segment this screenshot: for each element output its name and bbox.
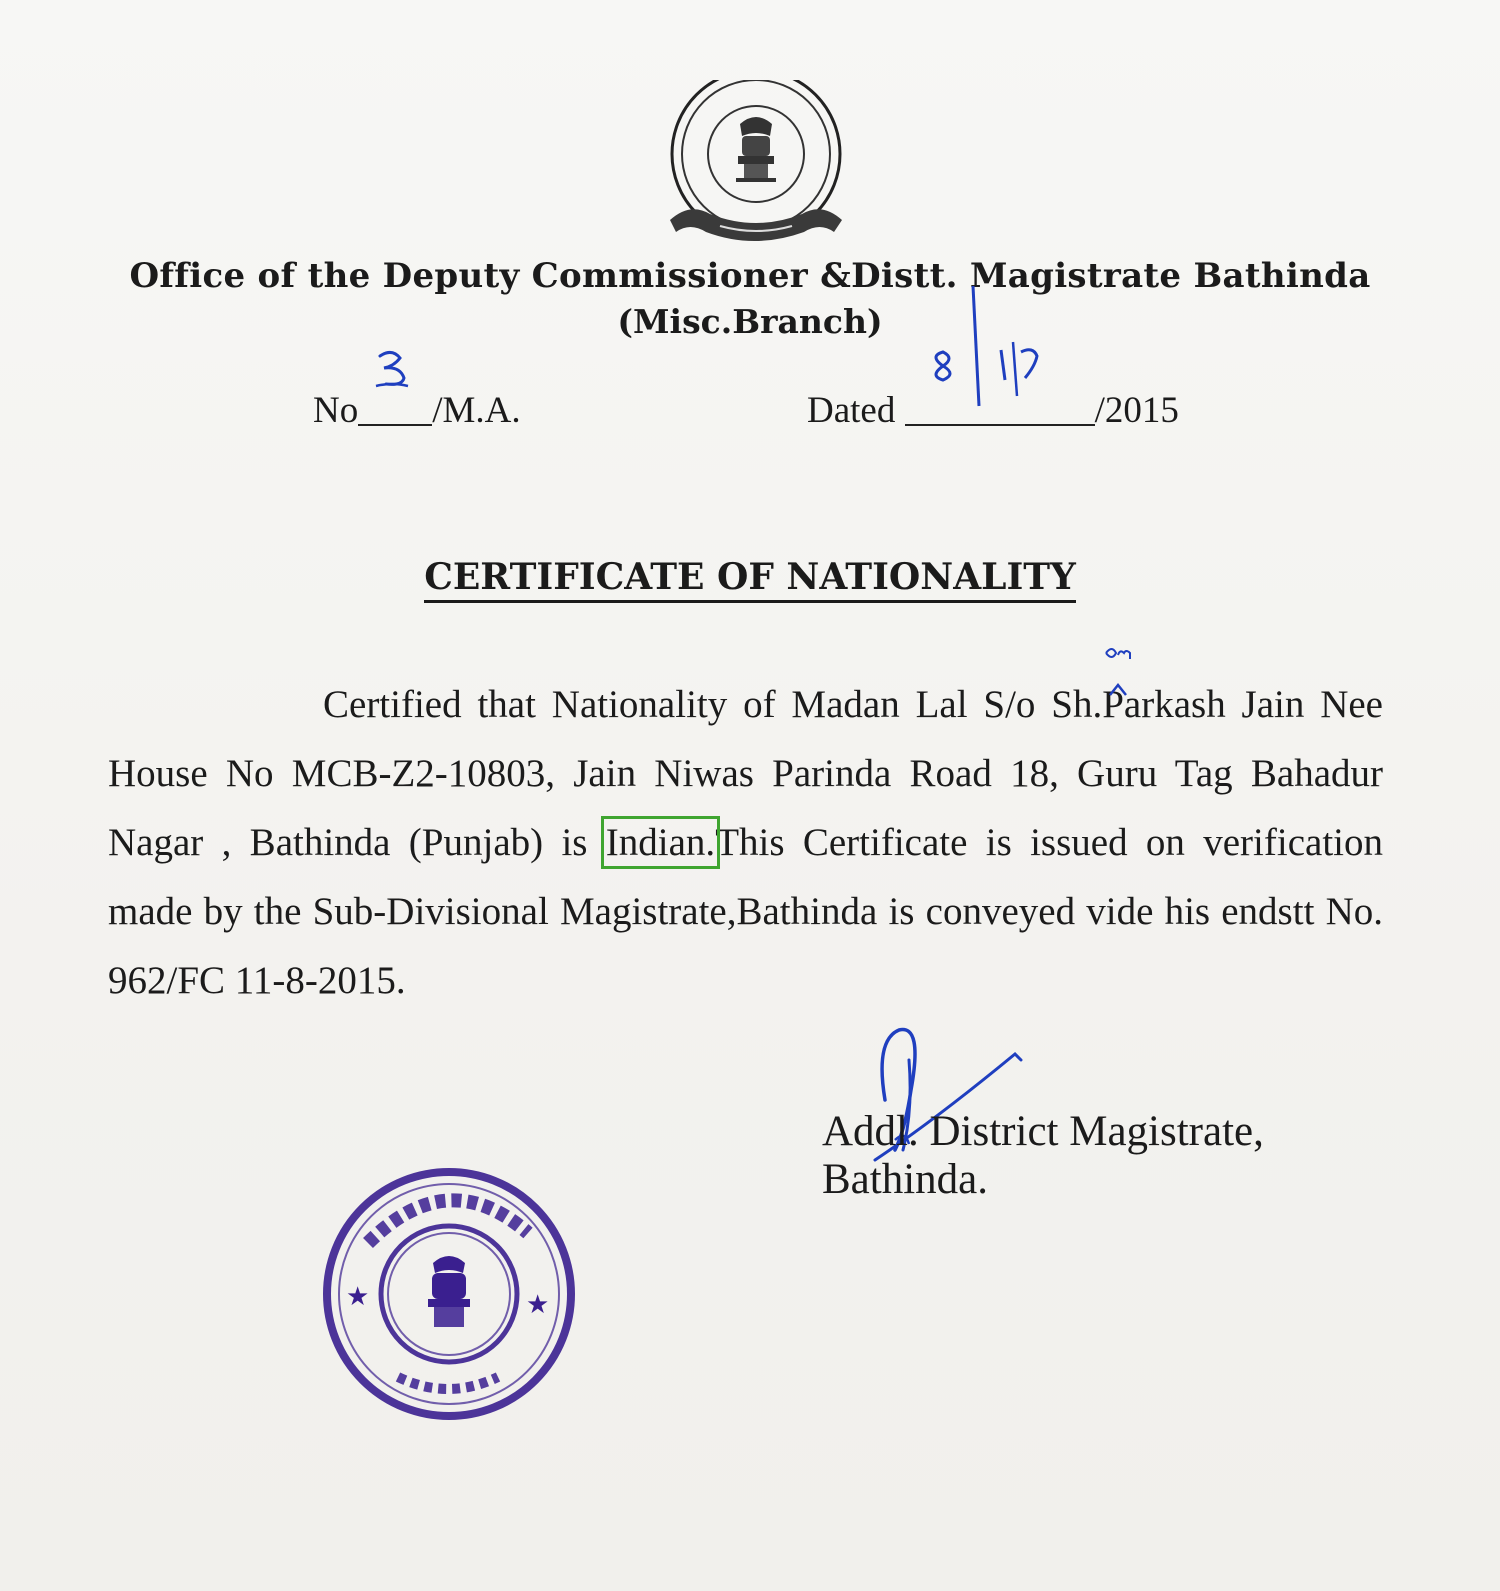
handwritten-insert-om-icon bbox=[1102, 649, 1142, 689]
office-title: Office of the Deputy Commissioner &Distt. Magistrate Bathinda bbox=[129, 256, 1371, 296]
reference-number bbox=[313, 386, 521, 432]
svg-text:★: ★ bbox=[346, 1282, 370, 1312]
body-part-3: This Certificate is issued on verification made by the Sub-Divisional Magistrate,Bathinda is conveyed vide his endstt No. 962/FC 11-8-2015. bbox=[108, 821, 1383, 1002]
signatory-place: Bathinda. bbox=[822, 1156, 988, 1203]
dated-label: Dated bbox=[807, 390, 896, 431]
signatory-block bbox=[822, 1108, 1264, 1204]
certificate-title-text: CERTIFICATE OF NATIONALITY bbox=[424, 556, 1076, 603]
office-branch: (Misc.Branch) bbox=[617, 302, 883, 341]
handwritten-number-ink-icon bbox=[358, 346, 432, 386]
signatory-designation: Addl. District Magistrate, bbox=[822, 1108, 1264, 1155]
svg-text:★: ★ bbox=[526, 1290, 550, 1320]
certificate-title bbox=[0, 556, 1500, 598]
official-stamp-icon bbox=[318, 1163, 580, 1425]
body-part-2: Parkash Jain Nee House No MCB-Z2-10803, Jain Niwas Parinda Road 18, Guru Tag Bahadur Nagar , Bathinda (Punjab) is bbox=[108, 683, 1383, 864]
nationality-value: Indian. bbox=[605, 821, 716, 864]
body-part-1: Certified that Nationality of Madan Lal S/o Sh. bbox=[323, 683, 1103, 726]
handwritten-date-ink-icon bbox=[905, 346, 1095, 386]
handwritten-number bbox=[358, 386, 432, 426]
reference-date bbox=[807, 386, 1179, 432]
handwritten-date bbox=[905, 386, 1095, 426]
year-suffix: /2015 bbox=[1094, 390, 1179, 431]
certificate-body bbox=[108, 670, 1383, 1015]
no-suffix: /M.A. bbox=[432, 390, 521, 431]
no-label: No bbox=[313, 390, 359, 431]
state-emblem-seal-icon bbox=[662, 80, 850, 250]
